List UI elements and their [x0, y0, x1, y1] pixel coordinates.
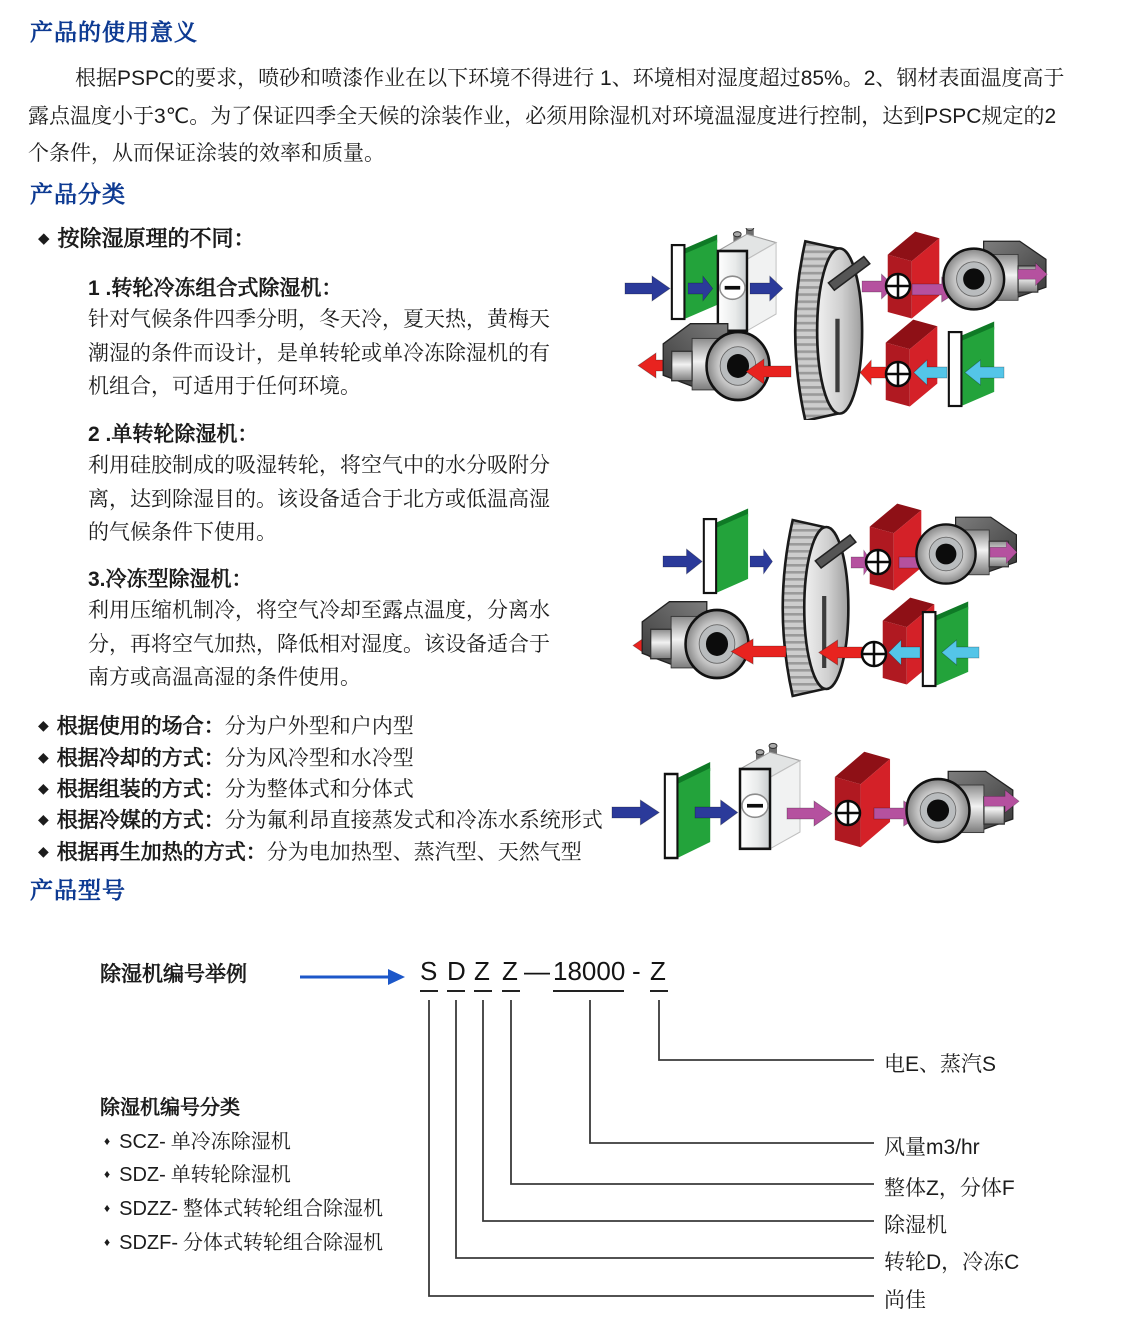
code-part-z3: Z: [650, 956, 666, 986]
code-part-18000: 18000: [553, 956, 626, 986]
mix-point-icon: [886, 274, 910, 298]
legend-item-1: 电E、蒸汽S: [884, 1053, 997, 1076]
code-part-minus: -: [632, 956, 641, 986]
legend-item-4: 除湿机: [884, 1214, 947, 1237]
flow-arrow-icon: [750, 549, 773, 574]
diamond-bullet: ◆: [38, 811, 49, 827]
legend-item-6: 尚佳: [884, 1289, 926, 1312]
criteria-item-1: ◆ 根据使用的场合：分为户外型和户内型: [38, 715, 414, 738]
mix-point-icon: [866, 550, 890, 574]
diamond-bullet: ♦: [104, 1201, 111, 1215]
type-1-title: 1 .转轮冷冻组合式除湿机：: [88, 277, 343, 300]
classification-title: 除湿机编号分类: [100, 1097, 240, 1119]
code-part-z1: Z: [474, 956, 490, 986]
code-part-dash: —: [524, 956, 550, 986]
diamond-bullet: ◆: [38, 780, 49, 796]
rotor-drum: [783, 520, 856, 696]
classification-item-4: ♦ SDZF- 分体式转轮组合除湿机: [104, 1232, 384, 1254]
mix-point-icon: [836, 801, 860, 825]
heater-panel: [870, 504, 922, 591]
heater-panel: [835, 752, 890, 847]
filter-panel: [704, 509, 748, 593]
cooling-unit: [718, 228, 776, 331]
principle-heading: [38, 222, 256, 253]
legend-elbow-lines: [429, 1000, 874, 1296]
section-title-model: 产品型号: [30, 877, 126, 903]
example-arrow-head: [388, 969, 405, 985]
diagram-rotary-dehumidifier: [610, 495, 1060, 705]
model-example-label: 除湿机编号举例: [100, 963, 247, 986]
legend-item-3: 整体Z，分体F: [884, 1177, 1015, 1200]
code-part-z2: Z: [502, 956, 518, 986]
flow-arrow-icon: [625, 276, 670, 301]
code-part-d: D: [447, 956, 466, 986]
classification-item-2: ♦ SDZ- 单转轮除湿机: [104, 1164, 291, 1186]
code-part-s: S: [420, 956, 438, 986]
criteria-item-2: ◆ 根据冷却的方式：分为风冷型和水冷型: [38, 747, 414, 770]
mix-point-icon: [862, 642, 886, 666]
diamond-bullet: ♦: [104, 1167, 111, 1181]
diamond-bullet: ◆: [38, 230, 50, 247]
filter-panel: [672, 235, 717, 319]
diamond-bullet: ◆: [38, 717, 49, 733]
filter-panel: [949, 322, 994, 406]
type-2-body: 利用硅胶制成的吸湿转轮，将空气中的水分吸附分离，达到除湿目的。该设备适合于北方或低温高湿的气候条件下使用。: [88, 454, 550, 544]
mix-point-icon: [886, 362, 910, 386]
legend-item-5: 转轮D，冷冻C: [884, 1251, 1020, 1274]
flow-arrow-icon: [860, 360, 888, 385]
diagram-refrigeration-dehumidifier: [610, 735, 1060, 870]
principle-heading-text: 按除湿原理的不同：: [57, 226, 256, 251]
fan-unit: [907, 771, 1013, 842]
flow-arrow-icon: [612, 800, 659, 825]
classification-item-3: ♦ SDZZ- 整体式转轮组合除湿机: [104, 1198, 384, 1220]
diamond-bullet: ♦: [104, 1235, 111, 1249]
classification-item-1: ♦ SCZ- 单冷冻除湿机: [104, 1131, 291, 1153]
flow-arrow-icon: [663, 549, 702, 574]
diamond-bullet: ◆: [38, 843, 49, 859]
section-title-classification: 产品分类: [30, 181, 126, 207]
section-title-usage: 产品的使用意义: [30, 19, 198, 45]
type-2-title: 2 .单转轮除湿机：: [88, 423, 259, 446]
diamond-bullet: ♦: [104, 1134, 111, 1148]
type-3-title: 3.冷冻型除湿机：: [88, 568, 253, 591]
criteria-item-4: ◆ 根据冷媒的方式：分为氟利昂直接蒸发式和冷冻水系统形式: [38, 809, 603, 832]
fan-unit: [663, 324, 769, 400]
diagram-combo-dehumidifier: [610, 228, 1060, 420]
criteria-item-5: ◆ 根据再生加热的方式：分为电加热型、蒸汽型、天然气型: [38, 841, 582, 864]
legend-item-2: 风量m3/hr: [884, 1136, 980, 1159]
rotor-drum: [795, 241, 870, 420]
usage-paragraph: 根据PSPC的要求，喷砂和喷漆作业在以下环境不得进行 1、环境相对湿度超过85%。2、钢材表面温度高于露点温度小于3℃。为了保证四季全天候的涂装作业，必须用除湿机对环境温湿度进行控制，达到PSPC规定的2个条件，从而保证涂装的效率和质量。: [28, 67, 1065, 165]
type-3-body: 利用压缩机制冷，将空气冷却至露点温度，分离水分，再将空气加热，降低相对湿度。该设备适合于南方或高温高湿的条件使用。: [88, 599, 550, 689]
filter-panel: [923, 602, 968, 686]
type-1-body: 针对气候条件四季分明，冬天冷，夏天热，黄梅天潮湿的条件而设计，是单转轮或单冷冻除湿机的有机组合，可适用于任何环境。: [88, 308, 550, 398]
criteria-item-3: ◆ 根据组装的方式：分为整体式和分体式: [38, 778, 414, 801]
cooling-unit: [740, 743, 800, 848]
diamond-bullet: ◆: [38, 749, 49, 765]
fan-unit: [642, 602, 748, 678]
